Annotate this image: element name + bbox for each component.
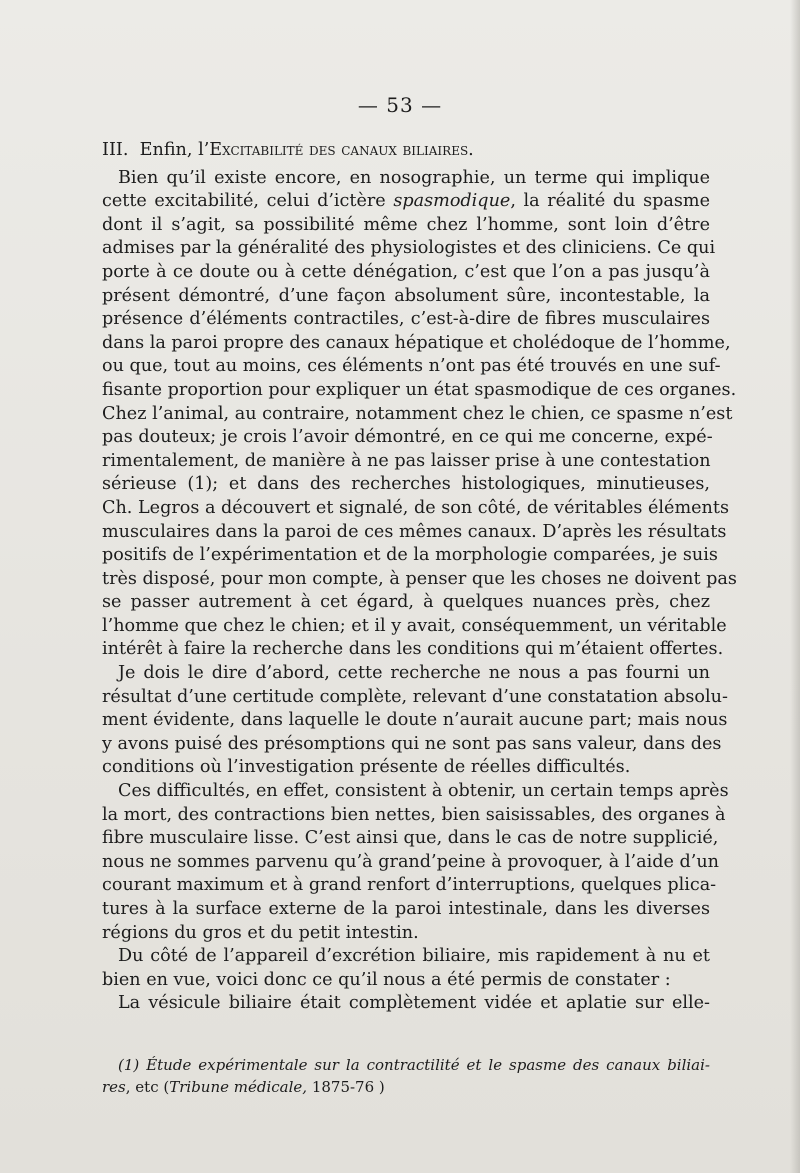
- text-fragment: , la réalité du spasme: [510, 191, 710, 212]
- text-line: Du côté de l’appareil d’excrétion biliaire, mis rapidement à nu et: [118, 946, 710, 967]
- paragraph-1: [102, 167, 737, 662]
- text-line: la mort, des contractions bien nettes, bien saisissables, des organes à: [102, 804, 726, 825]
- text-line: fibre musculaire lisse. C’est ainsi que, dans le cas de notre supplicié,: [102, 828, 719, 849]
- text-line: tures à la surface externe de la paroi intestinale, dans les diverses: [102, 899, 710, 919]
- text-line: ment évidente, dans laquelle le doute n’aurait aucune part; mais nous: [102, 710, 728, 731]
- text-line: La vésicule biliaire était complètement vidée et aplatie sur elle-: [118, 993, 710, 1014]
- text-line: conditions où l’investigation présente de réelles difficultés.: [102, 757, 631, 778]
- page-edge-shadow: [790, 0, 800, 1173]
- text-fragment: cette excitabilité, celui d’ictère: [102, 191, 394, 212]
- text-line: dans la paroi propre des canaux hépatique et cholédoque de l’homme,: [102, 332, 731, 353]
- text-line: y avons puisé des présomptions qui ne sont pas sans valeur, dans des: [102, 733, 722, 754]
- text-line: Bien qu’il existe encore, en nosographie, un terme qui implique: [118, 167, 710, 188]
- text-line: Je dois le dire d’abord, cette recherche ne nous a pas fourni un: [118, 663, 710, 684]
- footnote-fragment: 1875-76 ): [307, 1078, 385, 1096]
- paragraph-3: [102, 780, 729, 945]
- text-line: dont il s’agit, sa possibilité même chez l’homme, sont loin d’être: [102, 214, 710, 235]
- paragraph-5: [102, 992, 710, 1016]
- text-line: bien en vue, voici donc ce qu’il nous a été permis de constater :: [102, 969, 671, 990]
- paragraph-4: [102, 945, 710, 992]
- page-number: — 53 —: [357, 93, 443, 117]
- footnote-line: (1) Étude expérimentale sur la contractilité et le spasme des canaux biliai-: [118, 1056, 710, 1074]
- section-title: Excitabilité des canaux biliaires.: [209, 140, 474, 160]
- footnote-fragment: , etc (: [125, 1078, 170, 1096]
- text-line: présent démontré, d’une façon absolument sûre, incontestable, la: [102, 285, 710, 306]
- text-line: Ch. Legros a découvert et signalé, de son côté, de véritables éléments: [102, 497, 729, 518]
- text-line: intérêt à faire la recherche dans les conditions qui m’étaient offertes.: [102, 639, 724, 660]
- text-line: l’homme que chez le chien; et il y avait, conséquemment, un véritable: [102, 615, 727, 636]
- text-line: rimentalement, de manière à ne pas laisser prise à une contestation: [102, 450, 711, 471]
- paragraph-2: [102, 662, 728, 780]
- text-line: très disposé, pour mon compte, à penser que les choses ne doivent pas: [102, 568, 737, 589]
- text-line: Ces difficultés, en effet, consistent à obtenir, un certain temps après: [118, 781, 729, 802]
- text-line: résultat d’une certitude complète, relevant d’une constatation absolu-: [102, 686, 728, 707]
- text-line: fisante proportion pour expliquer un état spasmodique de ces organes.: [102, 379, 737, 400]
- text-line: porte à ce doute ou à cette dénégation, c’est que l’on a pas jusqu’à: [102, 261, 710, 282]
- text-line: présence d’éléments contractiles, c’est-à-dire de fibres musculaires: [102, 309, 710, 330]
- section-label: III.: [102, 140, 129, 160]
- text-line: nous ne sommes parvenu qu’à grand’peine à provoquer, à l’aide d’un: [102, 851, 720, 872]
- text-line: régions du gros et du petit intestin.: [102, 922, 419, 943]
- footnote: [102, 1054, 710, 1098]
- italic-term: spasmodique: [393, 191, 511, 212]
- section-intro: Enfin, l’: [139, 140, 210, 160]
- section-heading: [102, 139, 710, 163]
- text-line: pas douteux; je crois l’avoir démontré, en ce qui me concerne, expé-: [102, 427, 713, 448]
- text-line: courant maximum et à grand renfort d’interruptions, quelques plica-: [102, 875, 717, 896]
- text-line: Chez l’animal, au contraire, notamment chez le chien, ce spasme n’est: [102, 403, 733, 424]
- text-line: admises par la généralité des physiologistes et des cliniciens. Ce qui: [102, 238, 716, 259]
- footnote-line: [102, 1076, 710, 1098]
- footnote-fragment: res: [102, 1078, 126, 1096]
- footnote-source: Tribune médicale,: [169, 1078, 308, 1096]
- text-line: ou que, tout au moins, ces éléments n’ont pas été trouvés en une suf-: [102, 356, 721, 377]
- text-line: se passer autrement à cet égard, à quelques nuances près, chez: [102, 592, 710, 613]
- text-line: sérieuse (1); et dans des recherches histologiques, minutieuses,: [102, 474, 710, 495]
- body-text: [102, 139, 737, 1016]
- text-line: musculaires dans la paroi de ces mêmes canaux. D’après les résultats: [102, 521, 727, 542]
- text-line: [102, 190, 710, 214]
- text-line: positifs de l’expérimentation et de la morphologie comparées, je suis: [102, 545, 718, 566]
